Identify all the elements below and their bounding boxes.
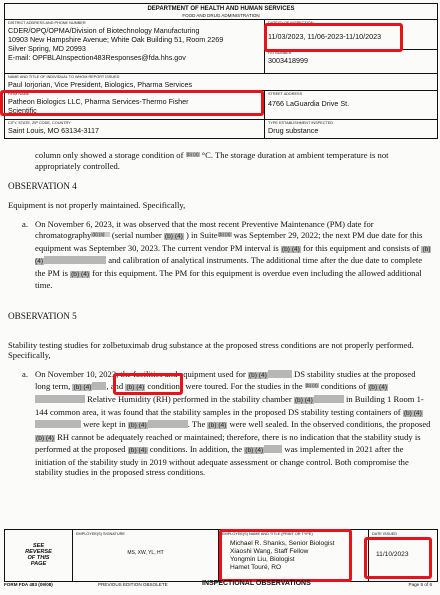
establishment-type: Drug substance [268, 126, 319, 135]
see-reverse-cell: SEE REVERSE OF THIS PAGE [5, 530, 73, 581]
district-line-2: 10903 New Hampshire Avenue; White Oak Building 51, Room 2269 [8, 35, 224, 44]
employee-2: Xiaoshi Wang, Staff Fellow [230, 548, 309, 555]
intro-paragraph: column only showed a storage condition of $^{(b) (4)}$ °C. The storage duration at ambient temperature is not appropriately controlled. [35, 150, 389, 171]
agency-title: FOOD AND DRUG ADMINISTRATION [5, 13, 437, 20]
employee-names-cell: EMPLOYEE(S) NAME AND TITLE (PRINT OR TYPE) Michael R. Shanks, Senior Biologist Xiaoshi Wang, Staff Fellow Yongmin Liu, Biologist Hamet Touré, RO [219, 530, 369, 581]
previous-edition: PREVIOUS EDITION OBSOLETE [98, 582, 168, 587]
form-header: DEPARTMENT OF HEALTH AND HUMAN SERVICES FOOD AND DRUG ADMINISTRATION DISTRICT ADDRESS AND PHONE NUMBER CDER/OPQ/OPMA/Division of Biotechnology Manufacturing 10903 New Hampshire Avenue; White Oak Building 51, Room 2269 Silver Spring, MD 20993 E-mail: OPFBLAInspection483Responses@fda.hhs.gov DATE(S) OF INSPECTION 11/03/2023, 11/06-2023-11/10/2023 FEI NUMBER 3003418999 NAME AND TITLE OF INDIVIDUAL TO WHOM REPORT ISSUED Paul Iorjorian, Vice President, Biologics, Pharma Services FIRM NAME Patheon Biologics LLC, Pharma Services-Thermo Fisher Scientific STREET ADDRESS 4766 LaGuardia Drive St. CITY, STATE, ZIP CODE, COUNTRY Saint Louis, MO 63134-3117 TYPE ESTABLISHMENT INSPECTED Drug substance [4, 3, 438, 139]
district-line-1: CDER/OPQ/OPMA/Division of Biotechnology Manufacturing [8, 26, 200, 35]
department-title: DEPARTMENT OF HEALTH AND HUMAN SERVICES [147, 6, 295, 12]
district-line-3: Silver Spring, MD 20993 [8, 44, 86, 53]
observation-5-item-a: a. On November 10, 2023, the facilities and equipment used for (b) (4) DS stability studies at the proposed long term, (b) (4) , and (b) (4) conditions were toured. For the studies in the $^{(b) (4)}$ conditions of (b) (4) Relative Humidity (RH) performed in the stability chamber (b) (4) in Building 1 Room 1-144 common area, it was found that the stability samples in the proposed DS stability testing containers of (b) (4) were kept in (b) (4) . The (b) (4) were well sealed. In the observed conditions, the proposed (b) (4) RH cannot be adequately reached or maintained; therefore, there is no indication that the stability study is performed at the proposed (b) (4) conditions. In addition, the (b) (4) was implemented in 2021 after the initiation of the stability study in 2019 without adequate assessment or change control. Both compromise the stability studies in the proposed stress conditions. [22, 368, 431, 478]
firm-name-line-1: Patheon Biologics LLC, Pharma Services-Thermo Fisher [8, 97, 189, 106]
inspection-dates: 11/03/2023, 11/06-2023-11/10/2023 [268, 32, 382, 41]
employee-1: Michael R. Shanks, Senior Biologist [230, 540, 335, 547]
form-bottom-line [4, 581, 436, 591]
employee-3: Yongmin Liu, Biologist [230, 556, 295, 563]
individual-name: Paul Iorjorian, Vice President, Biologics, Pharma Services [8, 80, 193, 89]
type-cell: TYPE ESTABLISHMENT INSPECTED Drug substance [265, 120, 437, 138]
highlight-inspection-dates [264, 23, 403, 52]
highlight-drug-name [113, 373, 183, 395]
fei-number: 3003418999 [268, 56, 308, 65]
form-number: FORM FDA 483 (09/08) [4, 582, 53, 587]
highlight-date-issued [364, 537, 432, 579]
highlight-firm-name [0, 90, 264, 116]
street-cell: STREET ADDRESS 4766 LaGuardia Drive St. [265, 91, 437, 119]
page-number: Page 5 of 6 [408, 582, 432, 587]
street-address: 4766 LaGuardia Drive St. [268, 99, 350, 108]
observation-4-heading: OBSERVATION 4 [8, 181, 77, 192]
date-issued-cell: DATE ISSUED 11/10/2023 [369, 530, 437, 581]
date-issued: 11/10/2023 [376, 551, 409, 558]
observation-5-text: Stability testing studies for zolbetuximab drug substance at the proposed stress conditions are not properly performed. Specifically, [8, 339, 414, 361]
dates-fei-cell: DATE(S) OF INSPECTION 11/03/2023, 11/06-2023-11/10/2023 FEI NUMBER 3003418999 [265, 20, 437, 73]
observation-4-text: Equipment is not properly maintained. Specifically, [8, 199, 186, 210]
city-cell: CITY, STATE, ZIP CODE, COUNTRY Saint Louis, MO 63134-3117 [5, 120, 265, 138]
employee-initials: MS, XW, YL, HT [127, 550, 164, 556]
highlight-employees [219, 529, 352, 582]
employee-signature-cell: EMPLOYEE(S) SIGNATURE MS, XW, YL, HT [73, 530, 219, 581]
drug-name: zolbetuximab [102, 339, 150, 350]
employee-4: Hamet Touré, RO [230, 564, 282, 571]
observation-5-heading: OBSERVATION 5 [8, 310, 77, 321]
firm-name-cell: FIRM NAME Patheon Biologics LLC, Pharma Services-Thermo Fisher Scientific [5, 91, 265, 119]
firm-name-line-2: Scientific [8, 106, 37, 115]
city-state-zip: Saint Louis, MO 63134-3117 [8, 126, 99, 135]
district-address-cell: DISTRICT ADDRESS AND PHONE NUMBER CDER/OPQ/OPMA/Division of Biotechnology Manufacturing 10903 New Hampshire Avenue; White Oak Building 51, Room 2269 Silver Spring, MD 20993 E-mail: OPFBLAInspection483Responses@fda.hhs.gov [5, 20, 265, 73]
observation-4-item-a: a. On November 6, 2023, it was observed that the most recent Preventive Maintenance (PM) date for chromatography$^{(b) (4)}$ (serial number (b) (4) ) in Suite$^{(b) (4)}$ was September 29, 2022; the next PM due date for this equipment was September 30, 2023. The current vendor PM interval is (b) (4) for this equipment and consists of (b) (4) and calibration of analytical instruments. The additional time after the due date to complete the PM is (b) (4) for this equipment. The PM for this equipment is overdue even including the allowed additional time. [22, 219, 431, 291]
observations-body [8, 150, 432, 478]
district-line-4: E-mail: OPFBLAInspection483Responses@fda.hhs.gov [8, 53, 186, 62]
form-title: INSPECTIONAL OBSERVATIONS [202, 580, 311, 587]
